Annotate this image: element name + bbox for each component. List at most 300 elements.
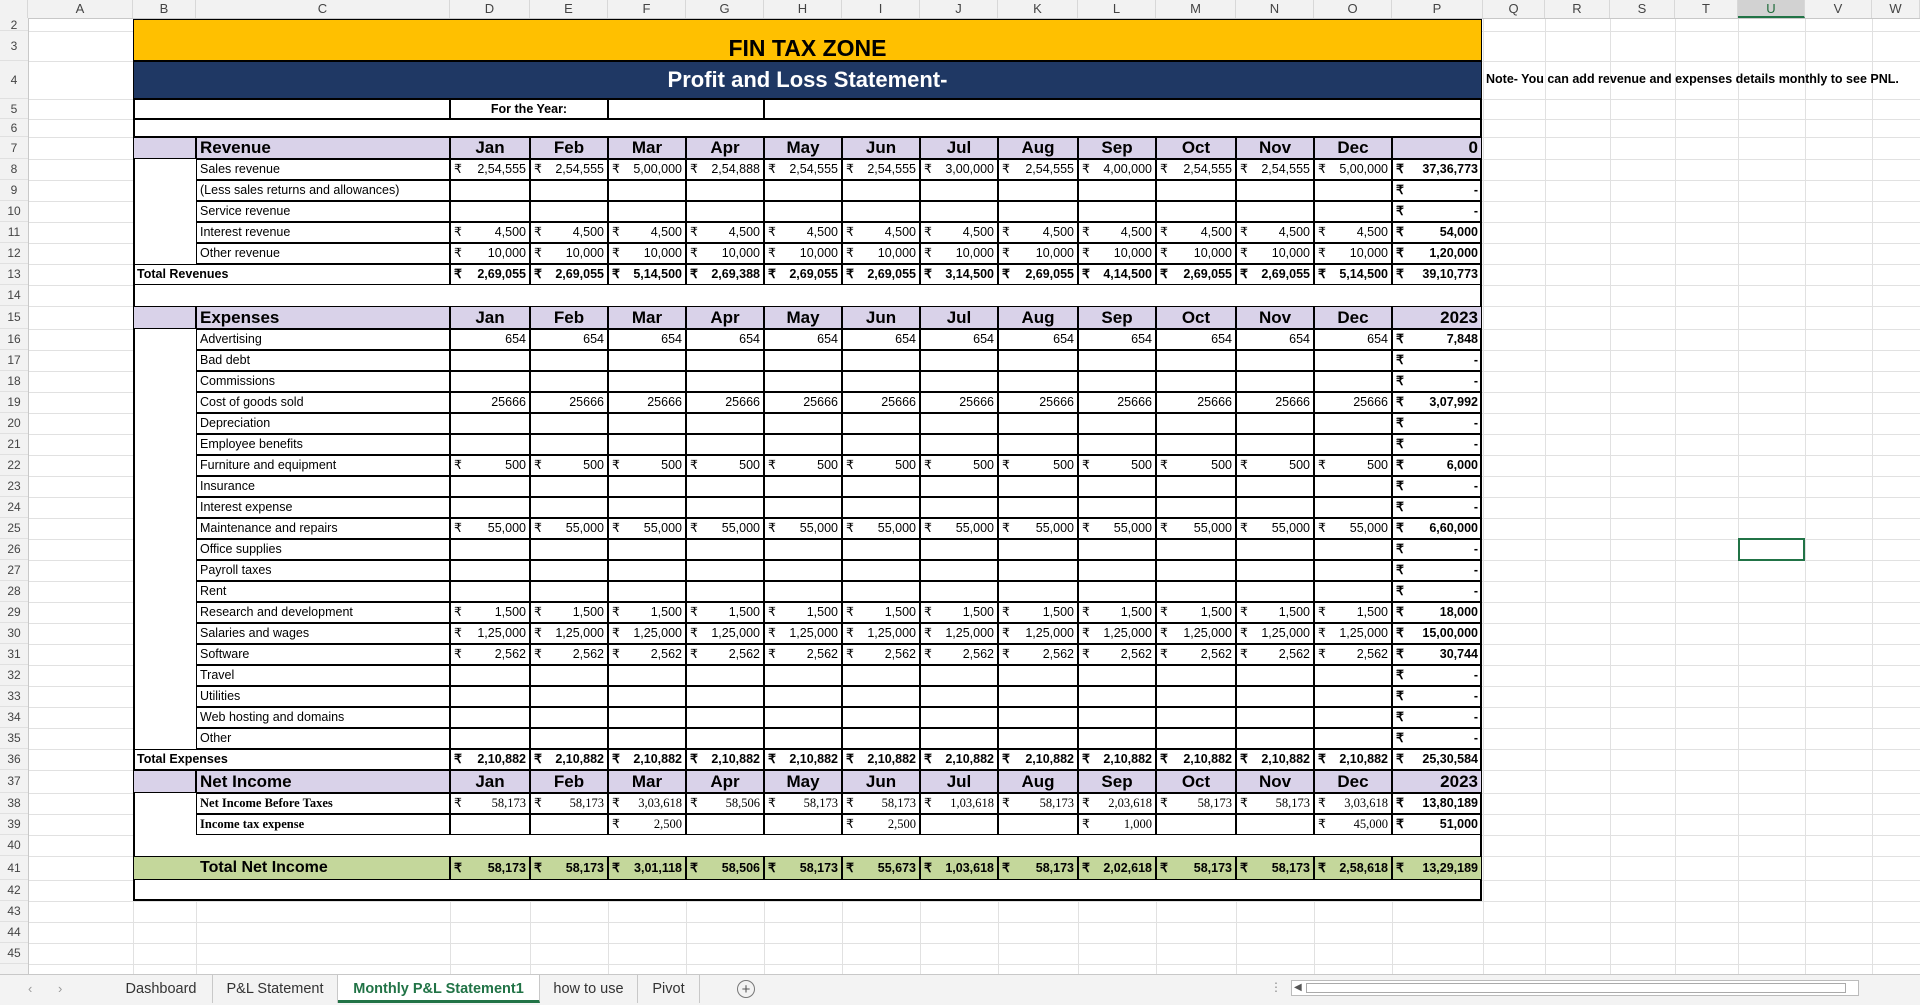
expenses-row-total[interactable] [1392, 497, 1482, 518]
expenses-cell[interactable] [998, 686, 1078, 707]
expenses-row-total[interactable] [1392, 371, 1482, 392]
revenue-cell[interactable] [1236, 222, 1314, 243]
expenses-cell[interactable] [608, 665, 686, 686]
expenses-cell[interactable] [1156, 602, 1236, 623]
row-header-45[interactable]: 45 [0, 943, 28, 964]
expenses-cell[interactable] [686, 392, 764, 413]
income-tax-expense-cell[interactable] [1078, 814, 1156, 835]
expenses-cell[interactable] [1236, 392, 1314, 413]
income-tax-expense-total[interactable] [1392, 814, 1482, 835]
expenses-row-total[interactable] [1392, 665, 1482, 686]
expenses-row-total[interactable] [1392, 623, 1482, 644]
revenue-cell[interactable] [530, 243, 608, 264]
horizontal-scrollbar[interactable] [1291, 980, 1859, 996]
expenses-cell[interactable] [842, 728, 920, 749]
scroll-tabs-left-icon[interactable]: ‹ [28, 981, 33, 996]
revenue-cell[interactable] [450, 180, 530, 201]
total-net-income-total-cell[interactable] [842, 856, 920, 880]
expenses-cell[interactable] [842, 581, 920, 602]
expenses-total-cell[interactable] [1314, 749, 1392, 770]
expenses-cell[interactable] [1078, 602, 1156, 623]
select-all-corner[interactable] [0, 0, 28, 18]
revenue-cell[interactable] [764, 159, 842, 180]
income-tax-expense-cell[interactable] [998, 814, 1078, 835]
revenue-cell[interactable] [1078, 201, 1156, 222]
expenses-total-cell[interactable] [530, 749, 608, 770]
expenses-cell[interactable] [764, 434, 842, 455]
expenses-cell[interactable] [842, 371, 920, 392]
revenue-row-total[interactable] [1392, 222, 1482, 243]
revenue-total-cell[interactable] [1156, 264, 1236, 285]
row-header-4[interactable]: 4 [0, 61, 28, 99]
expenses-cell[interactable] [764, 644, 842, 665]
expenses-cell[interactable] [842, 518, 920, 539]
revenue-total-cell[interactable] [686, 264, 764, 285]
expenses-cell[interactable] [842, 644, 920, 665]
row-header-26[interactable]: 26 [0, 539, 28, 560]
expenses-cell[interactable] [608, 455, 686, 476]
expenses-grand-total[interactable] [1392, 749, 1482, 770]
expenses-cell[interactable] [842, 329, 920, 350]
expenses-cell[interactable] [1314, 602, 1392, 623]
expenses-row-total[interactable] [1392, 539, 1482, 560]
revenue-cell[interactable] [764, 222, 842, 243]
expenses-cell[interactable] [1236, 707, 1314, 728]
column-header-c[interactable]: C [196, 0, 450, 18]
expenses-cell[interactable] [842, 434, 920, 455]
revenue-cell[interactable] [450, 201, 530, 222]
expenses-cell[interactable] [1314, 497, 1392, 518]
revenue-cell[interactable] [686, 180, 764, 201]
expenses-cell[interactable] [842, 707, 920, 728]
revenue-cell[interactable] [1314, 180, 1392, 201]
row-header-25[interactable]: 25 [0, 518, 28, 539]
income-tax-expense-cell[interactable] [764, 814, 842, 835]
row-header-15[interactable]: 15 [0, 306, 28, 329]
revenue-cell[interactable] [530, 222, 608, 243]
sheet-tab-p-l-statement[interactable]: P&L Statement [213, 975, 338, 1003]
expenses-cell[interactable] [1156, 665, 1236, 686]
expenses-cell[interactable] [530, 350, 608, 371]
revenue-cell[interactable] [608, 222, 686, 243]
expenses-cell[interactable] [764, 518, 842, 539]
expenses-cell[interactable] [920, 644, 998, 665]
revenue-cell[interactable] [764, 180, 842, 201]
revenue-cell[interactable] [450, 243, 530, 264]
expenses-cell[interactable] [450, 644, 530, 665]
expenses-row-total[interactable] [1392, 581, 1482, 602]
expenses-cell[interactable] [842, 539, 920, 560]
expenses-cell[interactable] [1236, 413, 1314, 434]
revenue-cell[interactable] [920, 222, 998, 243]
expenses-cell[interactable] [608, 497, 686, 518]
expenses-cell[interactable] [686, 434, 764, 455]
row-header-16[interactable]: 16 [0, 329, 28, 350]
expenses-cell[interactable] [1156, 497, 1236, 518]
net-income-before-taxes-cell[interactable] [1236, 793, 1314, 814]
expenses-cell[interactable] [686, 602, 764, 623]
revenue-cell[interactable] [1236, 180, 1314, 201]
expenses-cell[interactable] [1236, 371, 1314, 392]
revenue-cell[interactable] [1236, 159, 1314, 180]
row-header-42[interactable]: 42 [0, 880, 28, 901]
expenses-cell[interactable] [1314, 329, 1392, 350]
expenses-row-total[interactable] [1392, 560, 1482, 581]
column-header-h[interactable]: H [764, 0, 842, 18]
expenses-row-total[interactable] [1392, 350, 1482, 371]
revenue-cell[interactable] [530, 180, 608, 201]
revenue-cell[interactable] [686, 201, 764, 222]
expenses-cell[interactable] [998, 623, 1078, 644]
income-tax-expense-cell[interactable] [920, 814, 998, 835]
expenses-cell[interactable] [530, 434, 608, 455]
expenses-cell[interactable] [1078, 518, 1156, 539]
row-header-19[interactable]: 19 [0, 392, 28, 413]
column-header-f[interactable]: F [608, 0, 686, 18]
expenses-cell[interactable] [686, 560, 764, 581]
revenue-cell[interactable] [1156, 243, 1236, 264]
row-header-43[interactable]: 43 [0, 901, 28, 922]
expenses-cell[interactable] [1078, 623, 1156, 644]
revenue-cell[interactable] [998, 243, 1078, 264]
expenses-cell[interactable] [1236, 560, 1314, 581]
expenses-cell[interactable] [608, 539, 686, 560]
column-header-w[interactable]: W [1872, 0, 1920, 18]
expenses-cell[interactable] [1314, 560, 1392, 581]
expenses-cell[interactable] [530, 581, 608, 602]
net-income-before-taxes-cell[interactable] [530, 793, 608, 814]
expenses-total-cell[interactable] [842, 749, 920, 770]
expenses-cell[interactable] [1236, 350, 1314, 371]
expenses-cell[interactable] [1236, 581, 1314, 602]
expenses-total-cell[interactable] [1236, 749, 1314, 770]
expenses-cell[interactable] [1314, 581, 1392, 602]
revenue-cell[interactable] [1078, 159, 1156, 180]
row-header-30[interactable]: 30 [0, 623, 28, 644]
net-income-before-taxes-cell[interactable] [998, 793, 1078, 814]
expenses-cell[interactable] [686, 623, 764, 644]
expenses-cell[interactable] [842, 497, 920, 518]
expenses-row-total[interactable] [1392, 518, 1482, 539]
expenses-cell[interactable] [1078, 434, 1156, 455]
row-header-27[interactable]: 27 [0, 560, 28, 581]
expenses-cell[interactable] [450, 518, 530, 539]
expenses-cell[interactable] [1078, 476, 1156, 497]
expenses-cell[interactable] [608, 413, 686, 434]
revenue-total-cell[interactable] [608, 264, 686, 285]
expenses-cell[interactable] [842, 623, 920, 644]
expenses-cell[interactable] [920, 392, 998, 413]
expenses-cell[interactable] [920, 623, 998, 644]
column-header-p[interactable]: P [1392, 0, 1483, 18]
revenue-grand-total[interactable] [1392, 264, 1482, 285]
expenses-cell[interactable] [1236, 602, 1314, 623]
expenses-cell[interactable] [608, 623, 686, 644]
expenses-cell[interactable] [998, 644, 1078, 665]
expenses-cell[interactable] [530, 413, 608, 434]
revenue-cell[interactable] [920, 159, 998, 180]
revenue-cell[interactable] [608, 180, 686, 201]
revenue-total-cell[interactable] [530, 264, 608, 285]
row-header-39[interactable]: 39 [0, 814, 28, 835]
row-header-24[interactable]: 24 [0, 497, 28, 518]
expenses-cell[interactable] [1156, 560, 1236, 581]
revenue-cell[interactable] [1156, 159, 1236, 180]
expenses-cell[interactable] [998, 707, 1078, 728]
row-header-31[interactable]: 31 [0, 644, 28, 665]
expenses-cell[interactable] [920, 329, 998, 350]
row-header-5[interactable]: 5 [0, 99, 28, 119]
total-net-income-total-cell[interactable] [530, 856, 608, 880]
expenses-cell[interactable] [764, 392, 842, 413]
revenue-cell[interactable] [764, 201, 842, 222]
expenses-cell[interactable] [608, 728, 686, 749]
expenses-cell[interactable] [920, 707, 998, 728]
expenses-total-cell[interactable] [1156, 749, 1236, 770]
add-sheet-icon[interactable]: + [737, 980, 755, 998]
row-header-34[interactable]: 34 [0, 707, 28, 728]
row-header-14[interactable]: 14 [0, 285, 28, 306]
expenses-total-cell[interactable] [1078, 749, 1156, 770]
expenses-cell[interactable] [530, 455, 608, 476]
expenses-cell[interactable] [608, 560, 686, 581]
expenses-cell[interactable] [608, 707, 686, 728]
expenses-cell[interactable] [1236, 518, 1314, 539]
revenue-cell[interactable] [1236, 201, 1314, 222]
expenses-cell[interactable] [450, 602, 530, 623]
expenses-cell[interactable] [530, 560, 608, 581]
expenses-cell[interactable] [608, 476, 686, 497]
expenses-cell[interactable] [764, 413, 842, 434]
expenses-cell[interactable] [1156, 623, 1236, 644]
expenses-cell[interactable] [1314, 392, 1392, 413]
expenses-cell[interactable] [764, 686, 842, 707]
expenses-cell[interactable] [1156, 350, 1236, 371]
row-header-44[interactable]: 44 [0, 922, 28, 943]
column-header-d[interactable]: D [450, 0, 530, 18]
expenses-cell[interactable] [1156, 707, 1236, 728]
revenue-cell[interactable] [1156, 201, 1236, 222]
expenses-cell[interactable] [1156, 686, 1236, 707]
total-net-income-total-cell[interactable] [764, 856, 842, 880]
column-header-b[interactable]: B [133, 0, 196, 18]
expenses-cell[interactable] [530, 539, 608, 560]
expenses-cell[interactable] [998, 728, 1078, 749]
income-tax-expense-cell[interactable] [450, 814, 530, 835]
expenses-total-cell[interactable] [764, 749, 842, 770]
revenue-cell[interactable] [1314, 201, 1392, 222]
row-header-33[interactable]: 33 [0, 686, 28, 707]
net-income-before-taxes-cell[interactable] [608, 793, 686, 814]
expenses-cell[interactable] [450, 350, 530, 371]
expenses-cell[interactable] [686, 476, 764, 497]
expenses-cell[interactable] [1236, 665, 1314, 686]
total-net-income-total-cell[interactable] [920, 856, 998, 880]
expenses-row-total[interactable] [1392, 707, 1482, 728]
expenses-total-cell[interactable] [608, 749, 686, 770]
net-income-before-taxes-cell[interactable] [764, 793, 842, 814]
expenses-cell[interactable] [764, 329, 842, 350]
expenses-cell[interactable] [1236, 539, 1314, 560]
expenses-cell[interactable] [686, 665, 764, 686]
row-header-3[interactable]: 3 [0, 31, 28, 61]
row-header-21[interactable]: 21 [0, 434, 28, 455]
expenses-cell[interactable] [764, 539, 842, 560]
expenses-cell[interactable] [998, 602, 1078, 623]
sheet-tab-monthly-p-l-statement1[interactable]: Monthly P&L Statement1 [338, 975, 540, 1003]
expenses-cell[interactable] [1078, 497, 1156, 518]
expenses-cell[interactable] [998, 539, 1078, 560]
expenses-cell[interactable] [1078, 350, 1156, 371]
expenses-cell[interactable] [998, 329, 1078, 350]
expenses-cell[interactable] [608, 350, 686, 371]
row-header-12[interactable]: 12 [0, 243, 28, 264]
expenses-cell[interactable] [1314, 644, 1392, 665]
expenses-cell[interactable] [1078, 560, 1156, 581]
expenses-cell[interactable] [764, 371, 842, 392]
revenue-total-cell[interactable] [998, 264, 1078, 285]
expenses-cell[interactable] [1314, 413, 1392, 434]
income-tax-expense-cell[interactable] [1236, 814, 1314, 835]
revenue-cell[interactable] [920, 201, 998, 222]
row-header-36[interactable]: 36 [0, 749, 28, 770]
expenses-cell[interactable] [1236, 455, 1314, 476]
total-net-income-total-cell[interactable] [686, 856, 764, 880]
expenses-cell[interactable] [450, 539, 530, 560]
revenue-cell[interactable] [842, 159, 920, 180]
income-tax-expense-cell[interactable] [686, 814, 764, 835]
expenses-cell[interactable] [450, 686, 530, 707]
expenses-cell[interactable] [530, 623, 608, 644]
expenses-cell[interactable] [530, 644, 608, 665]
expenses-cell[interactable] [1314, 707, 1392, 728]
income-tax-expense-cell[interactable] [1156, 814, 1236, 835]
revenue-cell[interactable] [1078, 243, 1156, 264]
expenses-cell[interactable] [530, 329, 608, 350]
expenses-cell[interactable] [1236, 644, 1314, 665]
column-header-t[interactable]: T [1675, 0, 1738, 18]
expenses-cell[interactable] [842, 392, 920, 413]
column-header-n[interactable]: N [1236, 0, 1314, 18]
revenue-cell[interactable] [842, 201, 920, 222]
expenses-cell[interactable] [764, 728, 842, 749]
column-header-g[interactable]: G [686, 0, 764, 18]
column-header-a[interactable]: A [28, 0, 133, 18]
expenses-cell[interactable] [1078, 413, 1156, 434]
net-income-before-taxes-cell[interactable] [450, 793, 530, 814]
expenses-cell[interactable] [920, 350, 998, 371]
expenses-cell[interactable] [1314, 476, 1392, 497]
sheet-tab-how-to-use[interactable]: how to use [540, 975, 638, 1003]
scroll-left-arrow-icon[interactable]: ◀ [1294, 982, 1302, 993]
expenses-row-total[interactable] [1392, 476, 1482, 497]
expenses-cell[interactable] [686, 539, 764, 560]
expenses-total-cell[interactable] [686, 749, 764, 770]
expenses-cell[interactable] [530, 476, 608, 497]
expenses-cell[interactable] [686, 413, 764, 434]
expenses-cell[interactable] [1078, 644, 1156, 665]
expenses-cell[interactable] [1078, 329, 1156, 350]
expenses-cell[interactable] [998, 497, 1078, 518]
revenue-cell[interactable] [842, 243, 920, 264]
revenue-cell[interactable] [1236, 243, 1314, 264]
expenses-cell[interactable] [764, 707, 842, 728]
expenses-cell[interactable] [1156, 434, 1236, 455]
revenue-row-total[interactable] [1392, 243, 1482, 264]
cell-grid[interactable] [29, 19, 1920, 974]
expenses-cell[interactable] [920, 728, 998, 749]
expenses-cell[interactable] [450, 623, 530, 644]
expenses-cell[interactable] [764, 623, 842, 644]
revenue-cell[interactable] [450, 222, 530, 243]
expenses-cell[interactable] [1078, 728, 1156, 749]
column-header-e[interactable]: E [530, 0, 608, 18]
expenses-cell[interactable] [450, 329, 530, 350]
revenue-row-total[interactable] [1392, 180, 1482, 201]
expenses-cell[interactable] [450, 665, 530, 686]
revenue-cell[interactable] [998, 180, 1078, 201]
row-header-35[interactable]: 35 [0, 728, 28, 749]
sheet-tab-dashboard[interactable]: Dashboard [110, 975, 213, 1003]
expenses-cell[interactable] [608, 602, 686, 623]
expenses-cell[interactable] [1236, 686, 1314, 707]
revenue-cell[interactable] [920, 243, 998, 264]
revenue-total-cell[interactable] [842, 264, 920, 285]
expenses-cell[interactable] [1314, 518, 1392, 539]
expenses-cell[interactable] [1156, 413, 1236, 434]
expenses-cell[interactable] [608, 392, 686, 413]
net-income-before-taxes-cell[interactable] [1314, 793, 1392, 814]
expenses-cell[interactable] [842, 413, 920, 434]
expenses-cell[interactable] [920, 476, 998, 497]
expenses-cell[interactable] [764, 581, 842, 602]
expenses-row-total[interactable] [1392, 728, 1482, 749]
row-header-28[interactable]: 28 [0, 581, 28, 602]
total-net-income-total-cell[interactable] [1156, 856, 1236, 880]
expenses-cell[interactable] [1156, 455, 1236, 476]
row-header-37[interactable]: 37 [0, 770, 28, 793]
total-net-income-total-cell[interactable] [1314, 856, 1392, 880]
revenue-row-total[interactable] [1392, 159, 1482, 180]
expenses-cell[interactable] [608, 686, 686, 707]
row-header-10[interactable]: 10 [0, 201, 28, 222]
expenses-row-total[interactable] [1392, 455, 1482, 476]
expenses-cell[interactable] [608, 644, 686, 665]
expenses-cell[interactable] [998, 434, 1078, 455]
expenses-cell[interactable] [998, 371, 1078, 392]
revenue-cell[interactable] [1078, 180, 1156, 201]
revenue-cell[interactable] [998, 201, 1078, 222]
expenses-cell[interactable] [842, 350, 920, 371]
expenses-cell[interactable] [1314, 455, 1392, 476]
expenses-cell[interactable] [1156, 371, 1236, 392]
expenses-cell[interactable] [764, 602, 842, 623]
revenue-cell[interactable] [686, 159, 764, 180]
revenue-cell[interactable] [1078, 222, 1156, 243]
expenses-cell[interactable] [450, 392, 530, 413]
row-header-9[interactable]: 9 [0, 180, 28, 201]
revenue-cell[interactable] [1314, 243, 1392, 264]
revenue-cell[interactable] [764, 243, 842, 264]
total-net-income-total-cell[interactable] [1236, 856, 1314, 880]
expenses-cell[interactable] [1314, 665, 1392, 686]
expenses-row-total[interactable] [1392, 329, 1482, 350]
expenses-row-total[interactable] [1392, 413, 1482, 434]
column-header-o[interactable]: O [1314, 0, 1392, 18]
revenue-cell[interactable] [686, 222, 764, 243]
active-cell-selection[interactable] [1738, 538, 1805, 561]
expenses-cell[interactable] [1236, 434, 1314, 455]
